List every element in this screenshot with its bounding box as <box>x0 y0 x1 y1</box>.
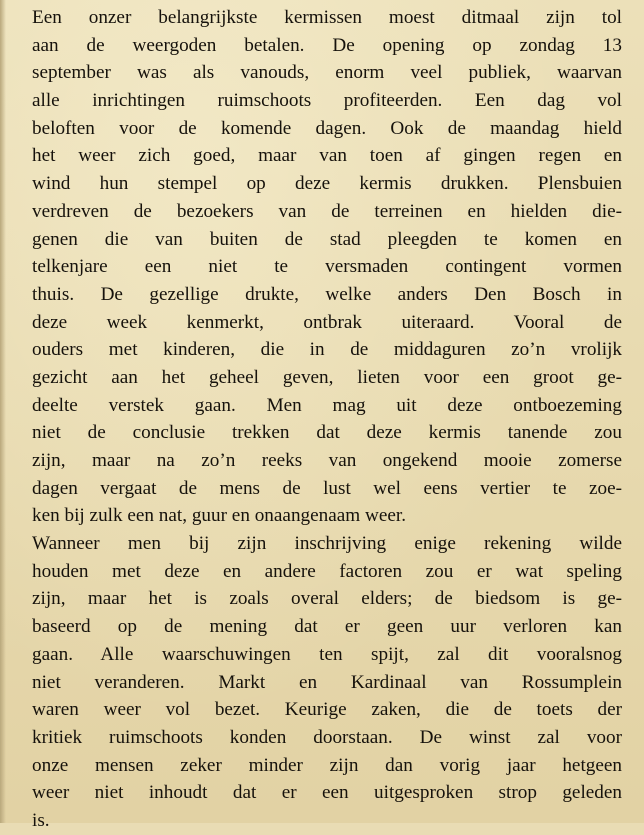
text-line: gaan. Alle waarschuwingen ten spijt, zal dit vooralsnog <box>32 643 622 665</box>
text-line: onze mensen zeker minder zijn dan vorig jaar hetgeen <box>32 754 622 776</box>
text-line: dagen vergaat de mens de lust wel eens vertier te zoe- <box>32 477 622 499</box>
text-line: september was als vanouds, enorm veel publiek, waarvan <box>32 62 622 84</box>
text-line: weer niet inhoudt dat er een uitgesproken strop geleden <box>32 782 622 804</box>
text-line: aan de weergoden betalen. De opening op zondag 13 <box>32 34 622 56</box>
text-line: Wanneer men bij zijn inschrijving enige rekening wilde <box>32 533 622 555</box>
text-line: niet veranderen. Markt en Kardinaal van Rossumplein <box>32 671 622 693</box>
paragraph-end-line: is. <box>32 809 50 831</box>
text-line: houden met deze en andere factoren zou er wat speling <box>32 560 622 582</box>
text-line: zijn, maar het is zoals overal elders; de biedsom is ge- <box>32 588 622 610</box>
text-line: deze week kenmerkt, ontbrak uiteraard. Vooral de <box>32 311 622 333</box>
text-line: deelte verstek gaan. Men mag uit deze ontboezeming <box>32 394 622 416</box>
text-line: ouders met kinderen, die in de middaguren zo’n vrolijk <box>32 339 622 361</box>
text-line: thuis. De gezellige drukte, welke anders Den Bosch in <box>32 283 622 305</box>
text-line: genen die van buiten de stad pleegden te komen en <box>32 228 622 250</box>
page-edge-shadow <box>0 0 6 823</box>
text-line: het weer zich goed, maar van toen af gingen regen en <box>32 145 622 167</box>
text-line: wind hun stempel op deze kermis drukken. Plensbuien <box>32 173 622 195</box>
text-line: beloften voor de komende dagen. Ook de maandag hield <box>32 117 622 139</box>
text-line: zijn, maar na zo’n reeks van ongekend mooie zomerse <box>32 450 622 471</box>
paragraph-end-line: ken bij zulk een nat, guur en onaangenaam weer. <box>32 505 407 527</box>
text-line: verdreven de bezoekers van de terreinen en hielden die- <box>32 200 622 222</box>
text-line: kritiek ruimschoots konden doorstaan. De winst zal voor <box>32 726 622 748</box>
text-line: niet de conclusie trekken dat deze kermis tanende zou <box>32 422 622 444</box>
text-line: alle inrichtingen ruimschoots profiteerden. Een dag vol <box>32 90 622 112</box>
article-text <box>32 4 622 835</box>
text-line: waren weer vol bezet. Keurige zaken, die de toets der <box>32 699 622 721</box>
text-line: gezicht aan het geheel geven, lieten voor een groot ge- <box>32 366 622 388</box>
text-line: Een onzer belangrijkste kermissen moest ditmaal zijn tol <box>32 7 622 28</box>
text-line: telkenjare een niet te versmaden contingent vormen <box>32 256 622 278</box>
text-line: baseerd op de mening dat er geen uur verloren kan <box>32 616 622 638</box>
